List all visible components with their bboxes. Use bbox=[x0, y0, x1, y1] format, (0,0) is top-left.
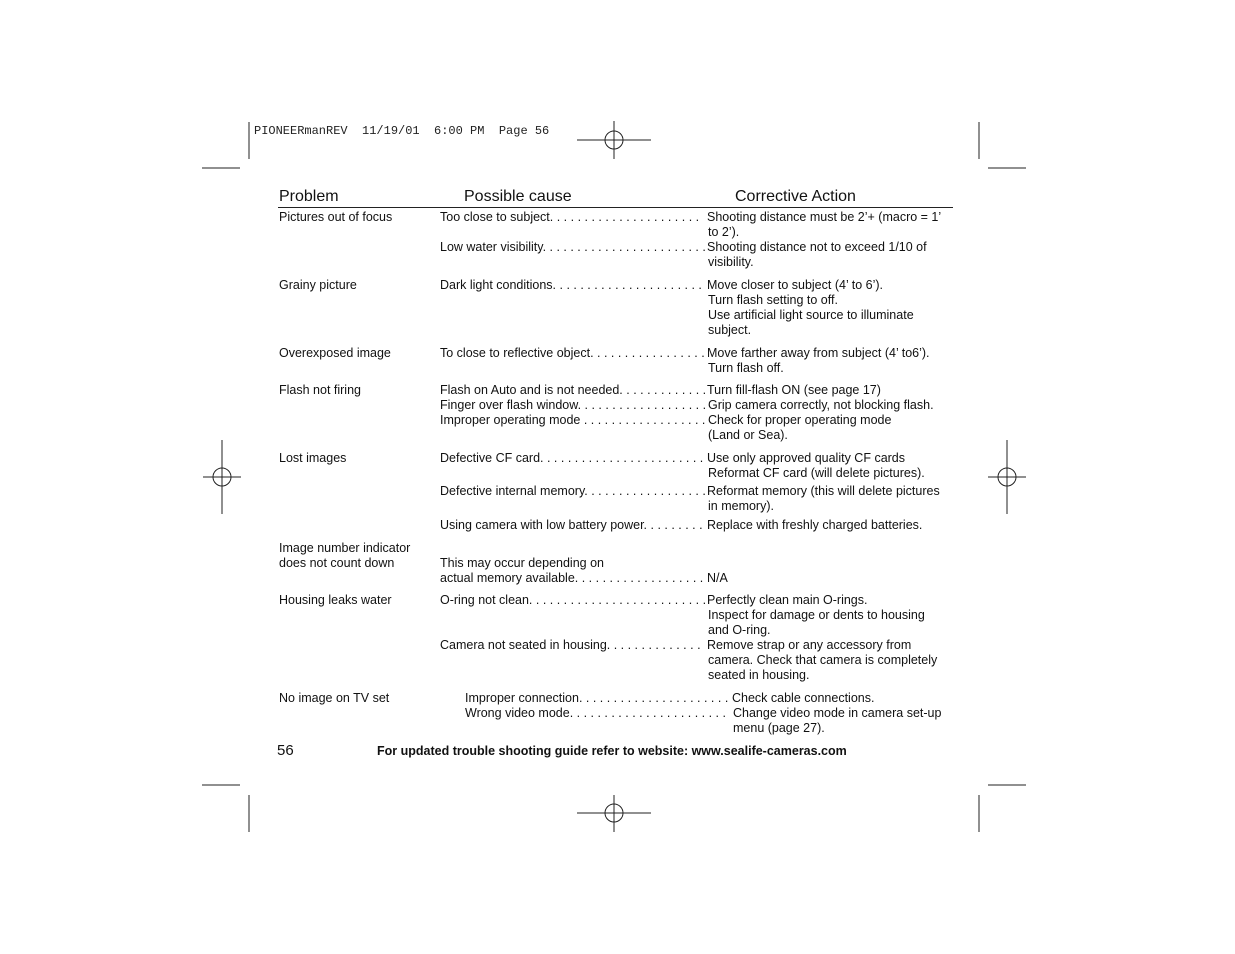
cause-text: Defective internal memory. . . . . . . . . . . . . . . . . . bbox=[440, 484, 706, 498]
cause-text: Improper connection. . . . . . . . . . . . . . . . . . . . . . bbox=[465, 691, 729, 705]
action-text: Perfectly clean main O-rings. bbox=[707, 593, 868, 607]
header-cause: Possible cause bbox=[464, 188, 572, 205]
action-text: Remove strap or any accessory from bbox=[707, 638, 912, 652]
cause-text: Low water visibility. . . . . . . . . . . . . . . . . . . . . . . . bbox=[440, 240, 706, 254]
action-text: Move farther away from subject (4’ to6’). bbox=[707, 346, 930, 360]
action-text: Use only approved quality CF cards bbox=[707, 451, 906, 465]
cause-text: Improper operating mode . . . . . . . . . . . . . . . . . . bbox=[440, 413, 706, 427]
cause-text: Too close to subject. . . . . . . . . . . . . . . . . . . . . . bbox=[440, 210, 700, 224]
action-text: Shooting distance not to exceed 1/10 of bbox=[707, 240, 927, 254]
problem-text: Lost images bbox=[279, 451, 347, 465]
action-text: Turn flash setting to off. bbox=[708, 293, 838, 307]
problem-text: Flash not firing bbox=[279, 383, 361, 397]
action-text: in memory). bbox=[708, 499, 774, 513]
problem-text: Overexposed image bbox=[279, 346, 391, 360]
cause-text: O-ring not clean. . . . . . . . . . . . . . . . . . . . . . . . . . bbox=[440, 593, 707, 607]
cause-text: Flash on Auto and is not needed. . . . . . . . . . . . . bbox=[440, 383, 707, 397]
action-text: Reformat CF card (will delete pictures). bbox=[708, 466, 925, 480]
problem-text: Image number indicator bbox=[279, 541, 411, 555]
action-text: and O-ring. bbox=[708, 623, 771, 637]
header-rule bbox=[278, 207, 953, 208]
registration-mark-top bbox=[577, 121, 651, 159]
problem-text: Pictures out of focus bbox=[279, 210, 393, 224]
footer-note: For updated trouble shooting guide refer to website: www.sealife-cameras.com bbox=[377, 744, 847, 758]
cause-text: Dark light conditions. . . . . . . . . . . . . . . . . . . . . . bbox=[440, 278, 702, 292]
print-slug: PIONEERmanREV 11/19/01 6:00 PM Page 56 bbox=[254, 124, 550, 138]
action-text: Shooting distance must be 2’+ (macro = 1’ bbox=[707, 210, 942, 224]
action-text: menu (page 27). bbox=[733, 721, 825, 735]
cause-text: Defective CF card. . . . . . . . . . . . . . . . . . . . . . . . bbox=[440, 451, 704, 465]
action-text: Move closer to subject (4’ to 6’). bbox=[707, 278, 883, 292]
problem-text: does not count down bbox=[279, 556, 395, 570]
registration-mark-bottom bbox=[577, 795, 651, 832]
action-text: Change video mode in camera set-up bbox=[733, 706, 942, 720]
header-action: Corrective Action bbox=[735, 188, 856, 205]
action-text: subject. bbox=[708, 323, 752, 337]
action-text: Grip camera correctly, not blocking flash. bbox=[708, 398, 934, 412]
action-text: Use artificial light source to illuminate bbox=[708, 308, 914, 322]
problem-text: Grainy picture bbox=[279, 278, 357, 292]
header-problem: Problem bbox=[279, 188, 339, 205]
action-text: to 2’). bbox=[708, 225, 740, 239]
action-text: Check cable connections. bbox=[732, 691, 875, 705]
registration-mark-right bbox=[988, 440, 1026, 514]
problem-text: Housing leaks water bbox=[279, 593, 392, 607]
action-text: Check for proper operating mode bbox=[708, 413, 892, 427]
action-text: Turn flash off. bbox=[708, 361, 784, 375]
action-text: seated in housing. bbox=[708, 668, 810, 682]
registration-mark-left bbox=[203, 440, 241, 514]
problem-text: No image on TV set bbox=[279, 691, 390, 705]
page-number: 56 bbox=[277, 742, 294, 759]
cause-text: To close to reflective object. . . . . . . . . . . . . . . . . bbox=[440, 346, 705, 360]
cause-text: Camera not seated in housing. . . . . . . . . . . . . . bbox=[440, 638, 701, 652]
action-text: (Land or Sea). bbox=[708, 428, 788, 442]
cause-text: Using camera with low battery power. . . . . . . . . bbox=[440, 518, 703, 532]
cause-text: Finger over flash window. . . . . . . . . . . . . . . . . . . bbox=[440, 398, 707, 412]
action-text: Inspect for damage or dents to housing bbox=[708, 608, 925, 622]
action-text: visibility. bbox=[708, 255, 754, 269]
cause-text: This may occur depending on bbox=[440, 556, 604, 570]
action-text: Replace with freshly charged batteries. bbox=[707, 518, 923, 532]
action-text: camera. Check that camera is completely bbox=[708, 653, 938, 667]
action-text: N/A bbox=[707, 571, 728, 585]
action-text: Reformat memory (this will delete pictures bbox=[707, 484, 940, 498]
action-text: Turn fill-flash ON (see page 17) bbox=[707, 383, 881, 397]
cause-text: Wrong video mode. . . . . . . . . . . . . . . . . . . . . . . bbox=[465, 706, 726, 720]
cause-text: actual memory available. . . . . . . . . . . . . . . . . . . bbox=[440, 571, 704, 585]
